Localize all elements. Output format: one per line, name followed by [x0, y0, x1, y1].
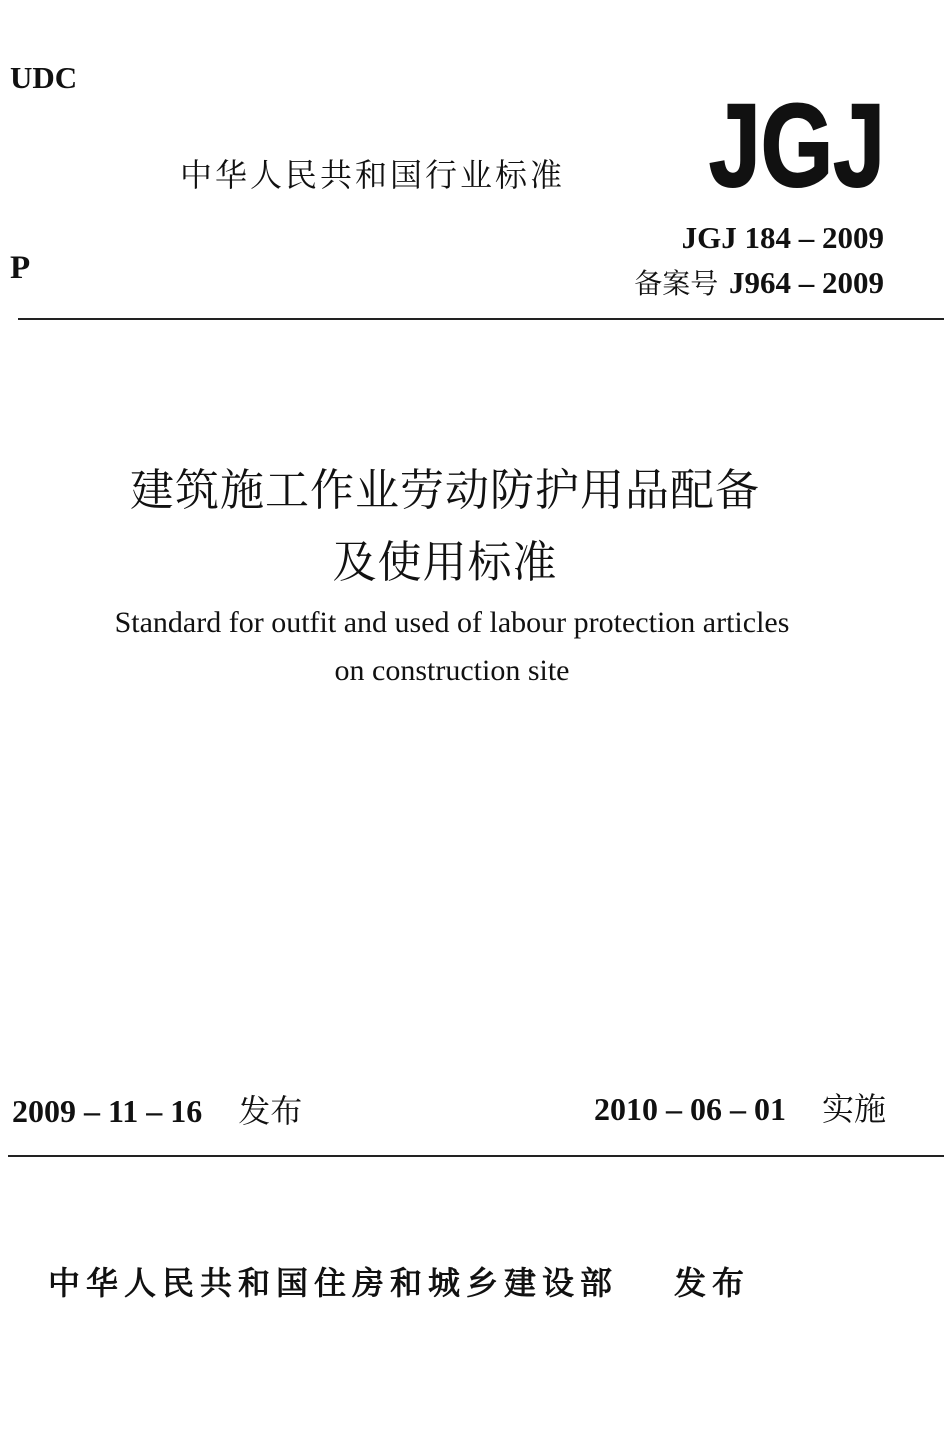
record-number: J964 – 2009 — [729, 265, 884, 300]
publisher-name: 中华人民共和国住房和城乡建设部 — [48, 1264, 619, 1302]
implement-date-line — [594, 1084, 886, 1130]
implement-label: 实施 — [821, 1090, 886, 1128]
publisher-action: 发布 — [674, 1264, 751, 1302]
issue-date: 2009 – 11 – 16 — [12, 1093, 203, 1129]
header-divider — [18, 318, 944, 320]
standard-number: JGJ 184 – 2009 — [681, 220, 884, 255]
implement-date: 2010 – 06 – 01 — [593, 1091, 786, 1127]
title-en-line-1: Standard for outfit and used of labour protection articles — [114, 606, 790, 639]
record-number-line — [634, 262, 884, 302]
record-number-label: 备案号 — [634, 267, 719, 300]
jgj-logo-text: JGJ — [709, 80, 885, 212]
issue-label: 发布 — [238, 1092, 303, 1130]
issue-date-line — [12, 1086, 302, 1132]
title-en-line-2: on construction site — [334, 654, 570, 687]
jgj-logo — [708, 80, 886, 212]
title-cn-line-2: 及使用标准 — [332, 537, 558, 588]
title-cn-line-1: 建筑施工作业劳动防护用品配备 — [130, 465, 760, 516]
industry-standard-heading: 中华人民共和国行业标准 — [180, 156, 566, 194]
publisher-line — [48, 1258, 750, 1304]
classification-code: P — [10, 250, 31, 286]
date-divider — [8, 1155, 944, 1157]
udc-label: UDC — [10, 60, 78, 95]
